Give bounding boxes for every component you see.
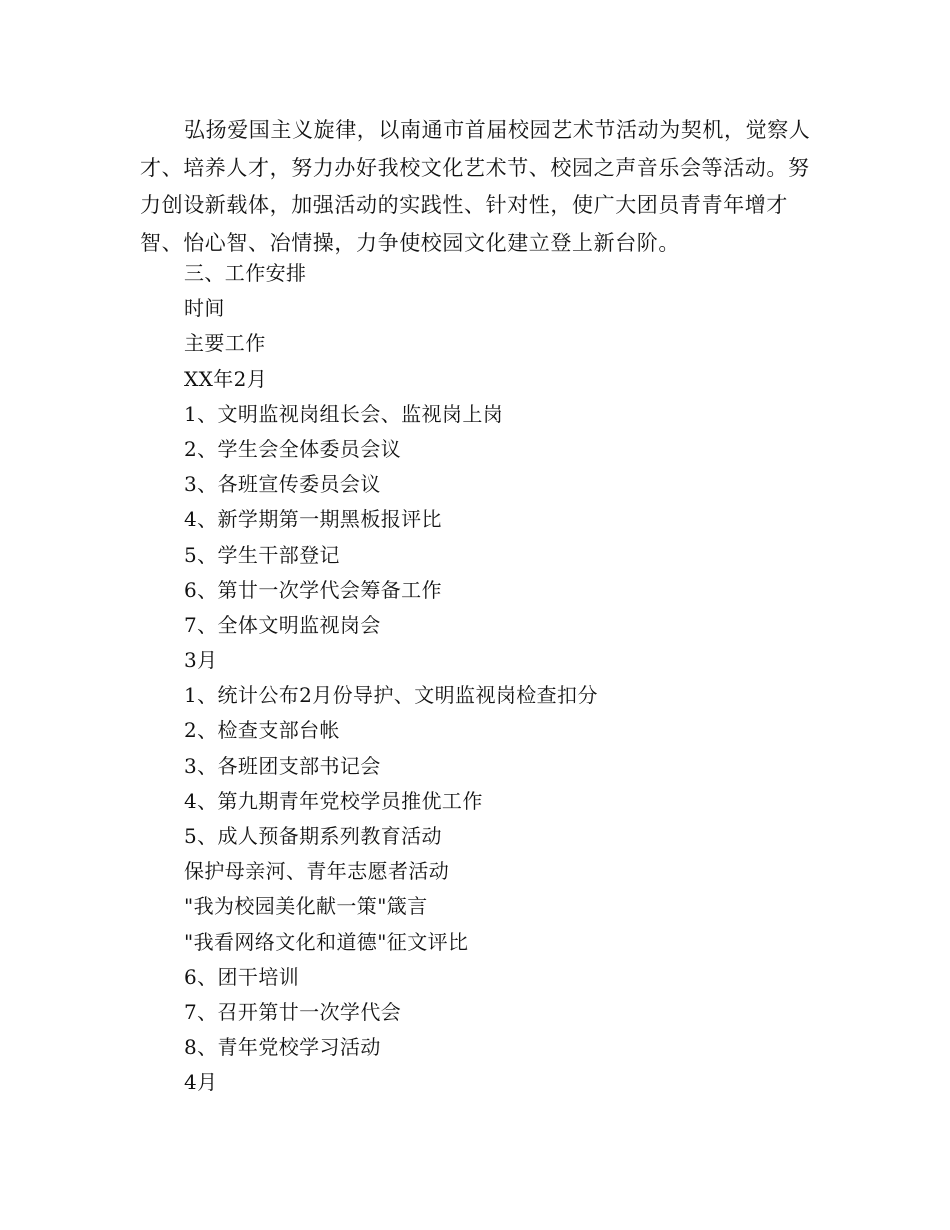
list-item: 5、成人预备期系列教育活动 (184, 824, 442, 848)
list-item: 6、团干培训 (184, 964, 300, 989)
list-item: 保护母亲河、青年志愿者活动 (184, 859, 450, 884)
list-item: 5、学生干部登记 (184, 542, 340, 567)
work-schedule-list (184, 256, 598, 1101)
list-item: 4、新学期第一期黑板报评比 (184, 507, 442, 532)
list-item: "我看网络文化和道德"征文评比 (184, 929, 469, 954)
list-item: 8、青年党校学习活动 (184, 1035, 381, 1060)
list-item: 7、召开第廿一次学代会 (184, 999, 402, 1024)
list-item: 3、各班宣传委员会议 (184, 472, 381, 497)
month-label-february: XX年2月 (184, 366, 268, 391)
list-item: 4、第九期青年党校学员推优工作 (184, 788, 483, 813)
list-item: 1、统计公布2月份导护、文明监视岗检查扣分 (184, 683, 598, 708)
list-item: "我为校园美化献一策"箴言 (184, 894, 428, 919)
list-item: 6、第廿一次学代会筹备工作 (184, 577, 442, 602)
list-item: 1、文明监视岗组长会、监视岗上岗 (184, 401, 504, 426)
list-item: 7、全体文明监视岗会 (184, 612, 381, 637)
column-label-time: 时间 (184, 296, 225, 321)
list-item: 2、学生会全体委员会议 (184, 436, 402, 461)
list-item: 2、检查支部台帐 (184, 718, 340, 743)
section-heading-work-arrangement: 三、工作安排 (184, 261, 307, 285)
intro-paragraph: 弘扬爱国主义旋律，以南通市首届校园艺术节活动为契机，觉察人才、培养人才，努力办好我校文化艺术节、校园之声音乐会等活动。努力创设新载体，加强活动的实践性、针对性，使广大团员青青年增才智、怡心智、冶情操，力争使校园文化建立登上新台阶。 (140, 118, 811, 255)
month-label-april: 4月 (184, 1070, 218, 1095)
list-item: 3、各班团支部书记会 (184, 753, 381, 778)
column-label-main-work: 主要工作 (184, 331, 266, 356)
month-label-march: 3月 (184, 648, 218, 673)
